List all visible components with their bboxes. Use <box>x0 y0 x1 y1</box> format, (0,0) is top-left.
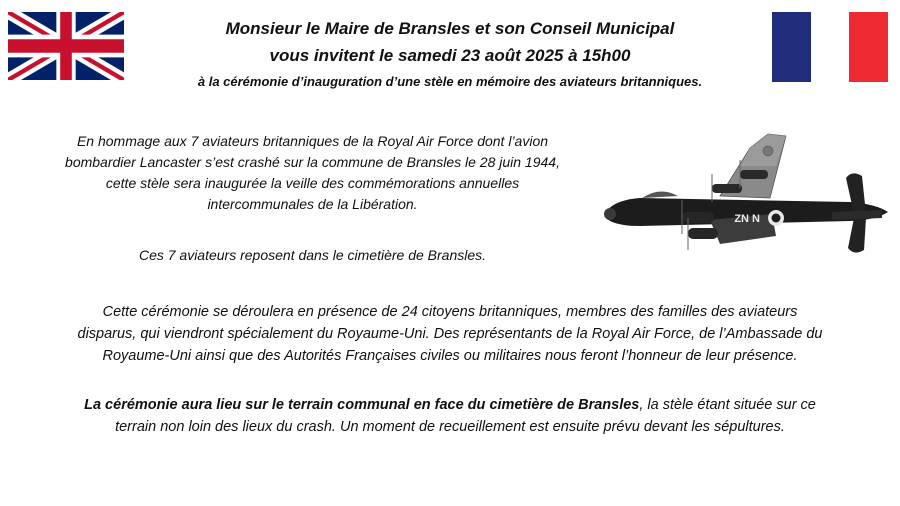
tribute-line-3: cette stèle sera inaugurée la veille des commémorations annuelles <box>105 175 520 191</box>
tribute-paragraph <box>10 131 615 215</box>
aircraft-code-text: ZN N <box>734 213 760 225</box>
resting-place-text: Ces 7 aviateurs reposent dans le cimetière de Bransles. <box>138 247 487 263</box>
presence-paragraph <box>14 301 886 367</box>
tribute-line-1: En hommage aux 7 aviateurs britanniques de la Royal Air Force dont l’avion <box>76 133 549 149</box>
uk-flag-icon <box>8 12 124 80</box>
france-flag-icon <box>772 12 888 82</box>
location-emphasis: La cérémonie aura lieu sur le terrain communal en face du cimetière de Bransles <box>84 397 640 413</box>
invitation-title-line-2: vous invitent le samedi 23 août 2025 à 15h00 <box>269 46 631 65</box>
invitation-title-line-1: Monsieur le Maire de Bransles et son Conseil Municipal <box>225 19 675 38</box>
invitation-subtitle: à la cérémonie d’inauguration d’une stèle en mémoire des aviateurs britanniques. <box>197 74 703 89</box>
lancaster-bomber-image <box>600 126 896 266</box>
presence-line-1: Cette cérémonie se déroulera en présence de 24 citoyens britanniques, membres des familles des aviateurs <box>102 304 798 320</box>
france-flag-white-band <box>811 12 850 82</box>
tribute-line-4: intercommunales de la Libération. <box>207 196 418 212</box>
presence-line-2: disparus, qui viendront spécialement du Royaume-Uni. Des représentants de la Royal Air Force, de l’Ambassade du <box>77 326 823 342</box>
presence-line-3: Royaume-Uni ainsi que des Autorités Françaises civiles ou militaires nous feront l’honneur de leur présence. <box>102 348 798 364</box>
location-line-2: terrain non loin des lieux du crash. Un moment de recueillement est ensuite prévu devant les sépultures. <box>115 419 785 435</box>
tribute-line-2: bombardier Lancaster s’est crashé sur la commune de Bransles le 28 juin 1944, <box>65 154 560 170</box>
france-flag-red-band <box>849 12 888 82</box>
france-flag-blue-band <box>772 12 811 82</box>
location-paragraph <box>14 394 886 438</box>
location-line-1-rest: , la stèle étant située sur ce <box>639 397 816 413</box>
location-line-1 <box>14 394 886 416</box>
